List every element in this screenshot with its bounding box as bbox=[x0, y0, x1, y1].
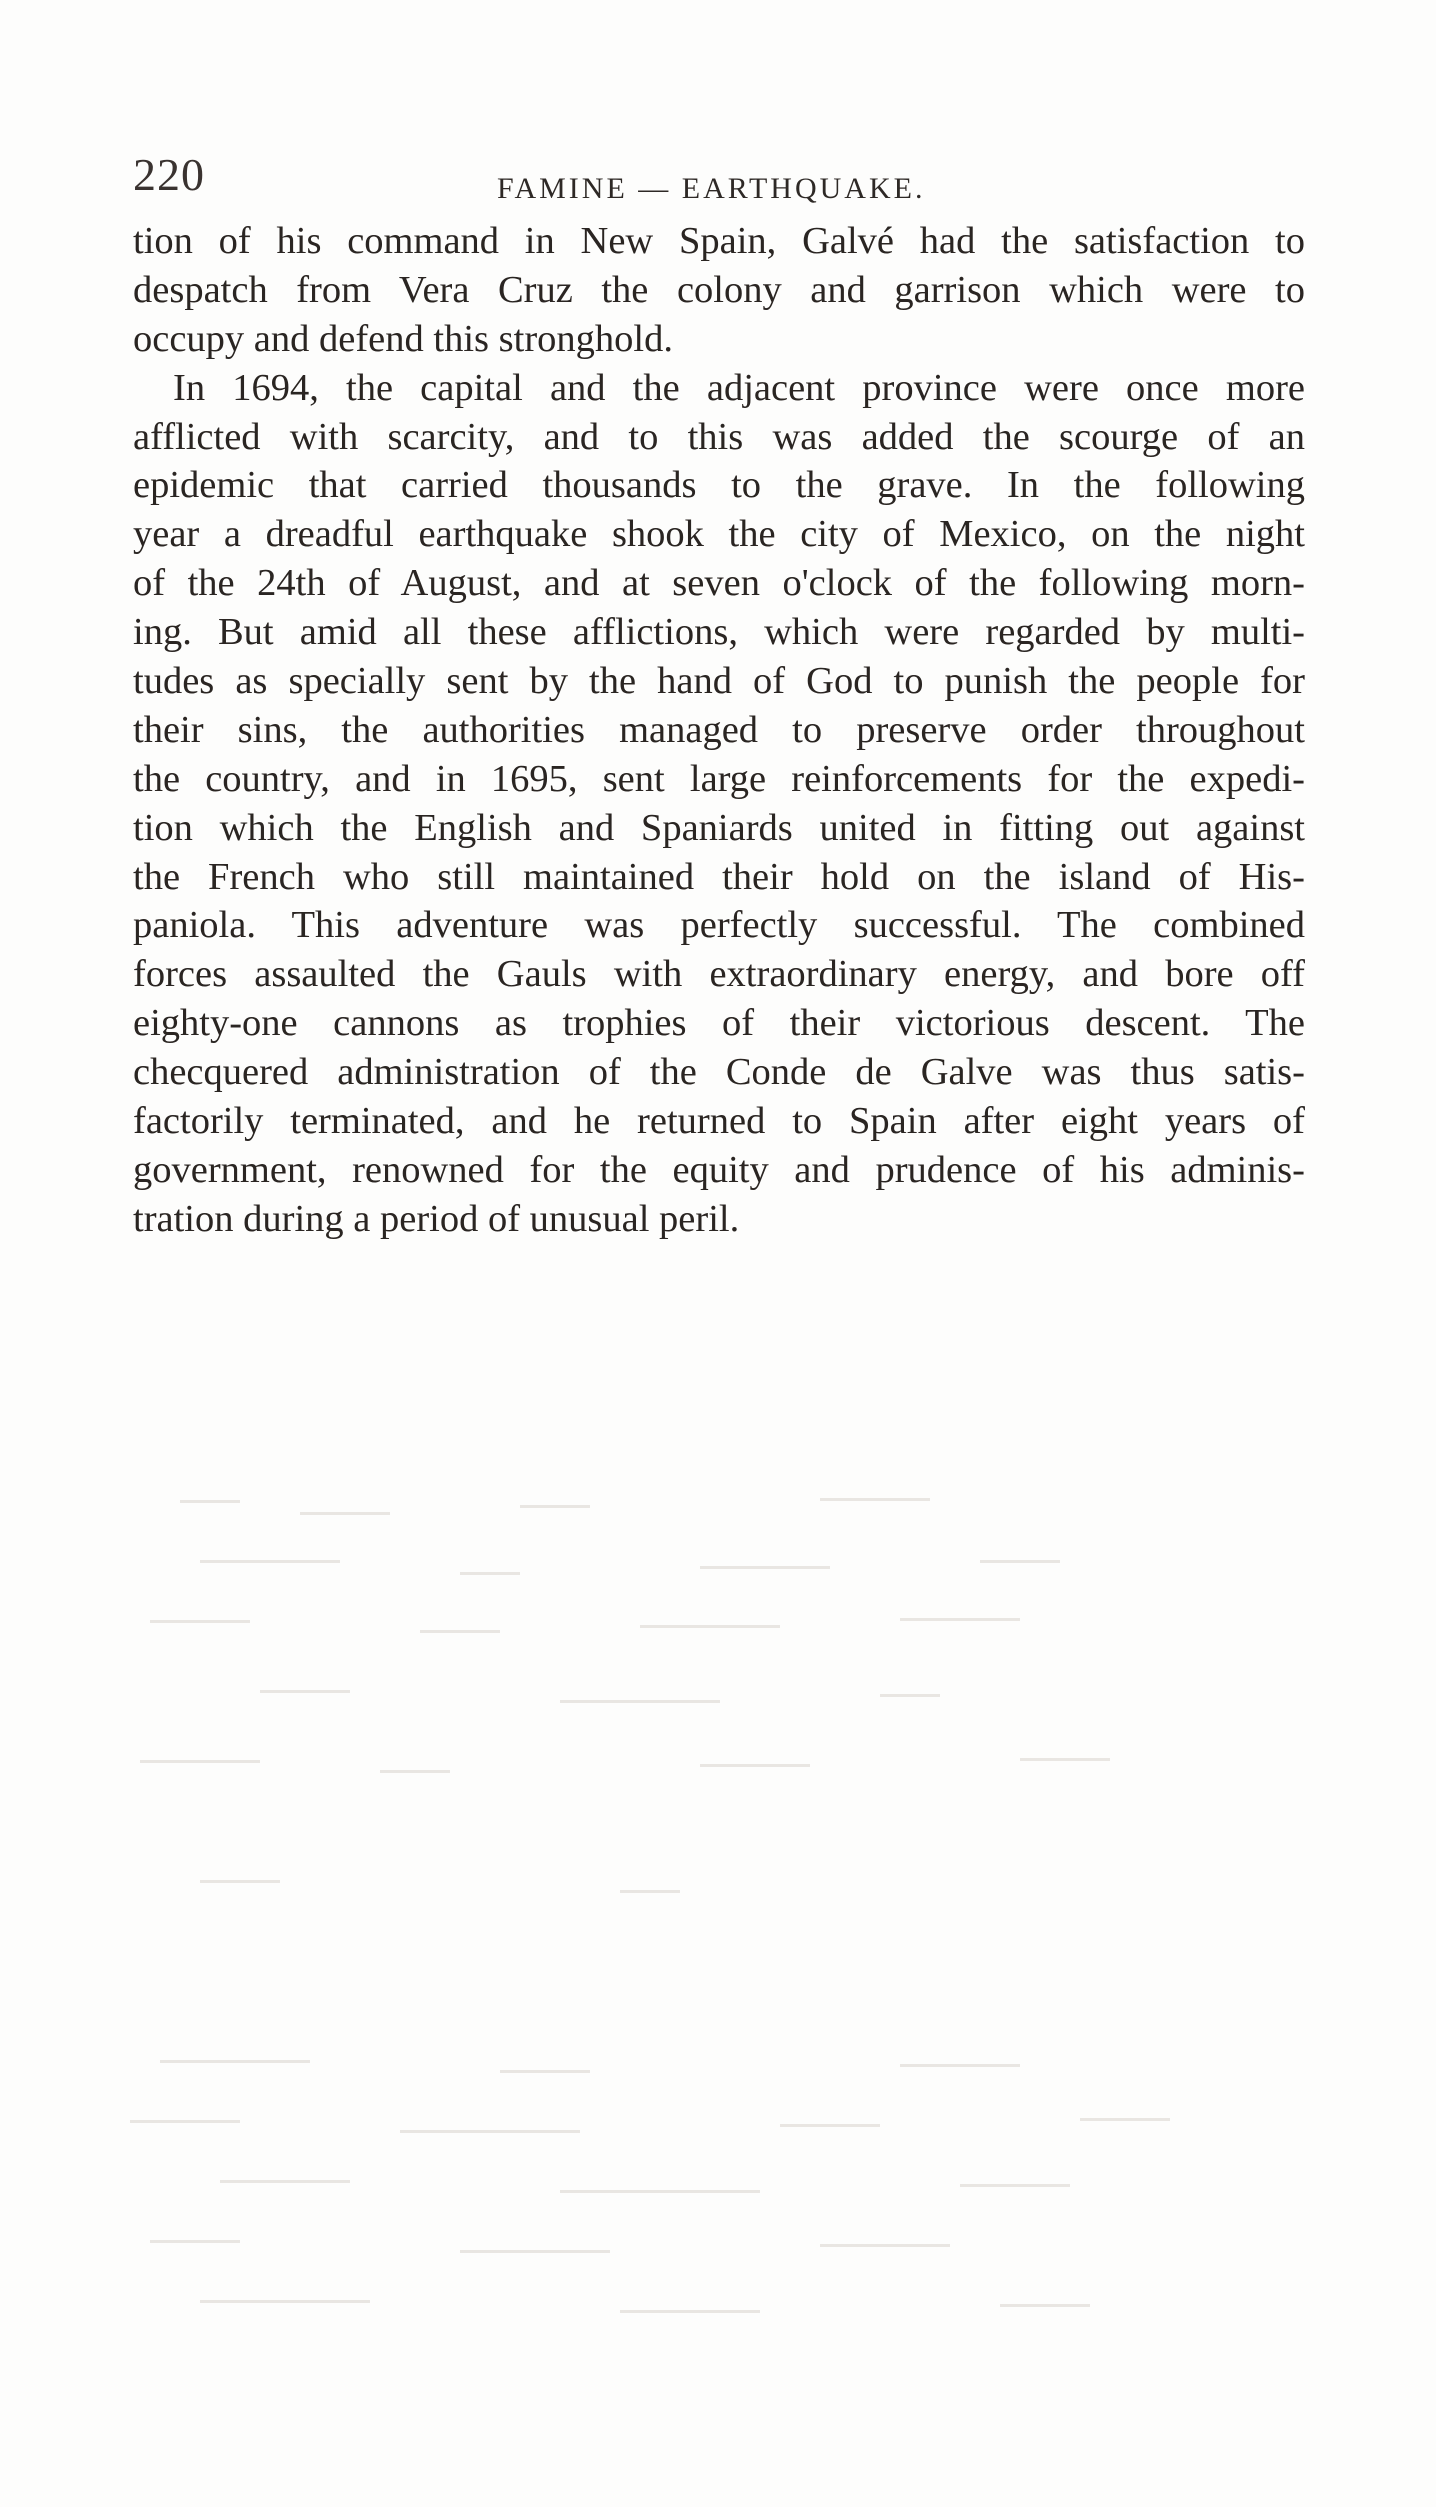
text-line: government, renowned for the equity and prudence of his adminis- bbox=[133, 1148, 1305, 1191]
text-line: tion which the English and Spaniards united in fitting out against bbox=[133, 806, 1305, 849]
text-line: factorily terminated, and he returned to Spain after eight years of bbox=[133, 1100, 1305, 1143]
paragraph bbox=[133, 364, 1305, 1244]
text-line: the French who still maintained their hold on the island of His- bbox=[133, 855, 1305, 898]
text-line: forces assaulted the Gauls with extraordinary energy, and bore off bbox=[133, 953, 1305, 996]
text-line: of the 24th of August, and at seven o'clock of the following morn- bbox=[133, 562, 1305, 605]
text-line: eighty-one cannons as trophies of their victorious descent. The bbox=[133, 1002, 1305, 1045]
text-line: epidemic that carried thousands to the grave. In the following bbox=[133, 464, 1305, 507]
page-number: 220 bbox=[133, 149, 205, 200]
paragraph bbox=[133, 217, 1305, 364]
text-line: their sins, the authorities managed to preserve order throughout bbox=[133, 708, 1305, 751]
text-line: the country, and in 1695, sent large reinforcements for the expedi- bbox=[133, 757, 1305, 800]
text-line: tion of his command in New Spain, Galvé had the satisfaction to bbox=[133, 220, 1305, 262]
text-line: ing. But amid all these afflictions, which were regarded by multi- bbox=[133, 611, 1305, 654]
text-line: In 1694, the capital and the adjacent province were once more bbox=[173, 366, 1305, 409]
text-line: paniola. This adventure was perfectly successful. The combined bbox=[133, 904, 1305, 947]
text-line: year a dreadful earthquake shook the city of Mexico, on the night bbox=[133, 513, 1305, 556]
text-line: checquered administration of the Conde de Galve was thus satis- bbox=[133, 1051, 1305, 1094]
body-text bbox=[133, 217, 1305, 1244]
text-line: despatch from Vera Cruz the colony and garrison which were to bbox=[133, 268, 1305, 311]
text-line: tration during a period of unusual peril. bbox=[133, 1197, 740, 1240]
text-line: tudes as specially sent by the hand of God to punish the people for bbox=[133, 660, 1305, 703]
text-line: occupy and defend this stronghold. bbox=[133, 317, 673, 360]
text-line: afflicted with scarcity, and to this was added the scourge of an bbox=[133, 415, 1305, 458]
running-head: FAMINE — EARTHQUAKE. bbox=[497, 172, 926, 205]
